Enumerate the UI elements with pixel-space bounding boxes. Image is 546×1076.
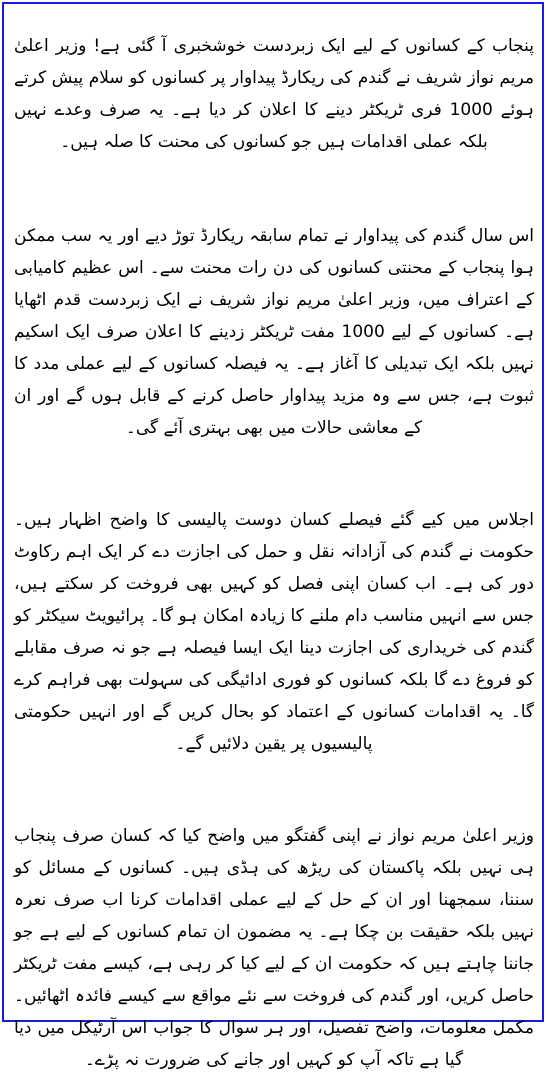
article-body bbox=[14, 30, 534, 1076]
paragraph-4: وزیر اعلیٰ مریم نواز نے اپنی گفتگو میں واضح کیا کہ کسان صرف پنجاب ہی نہیں بلکہ پاکستان کی ریڑھ کی ہڈی ہیں۔ کسانوں کے مسائل کو سننا، سمجھنا اور ان کے حل کے لیے عملی اقدامات کرنا اب صرف نعرہ نہیں بلکہ حقیقت بن چکا ہے۔ یہ مضمون ان تمام کسانوں کے لیے ہے جو جاننا چاہتے ہیں کہ حکومت ان کے لیے کیا کر رہی ہے، کیسے مفت ٹریکٹر حاصل کریں، اور گندم کی فروخت سے نئے مواقع سے کیسے فائدہ اٹھائیں۔ مکمل معلومات، واضح تفصیل، اور ہر سوال کا جواب اس آرٹیکل میں دیا گیا ہے تاکہ آپ کو کہیں اور جانے کی ضرورت نہ پڑے۔ bbox=[14, 826, 534, 1070]
paragraph-1: پنجاب کے کسانوں کے لیے ایک زبردست خوشخبری آ گئی ہے! وزیر اعلیٰ مریم نواز شریف نے گندم کی ریکارڈ پیداوار پر کسانوں کو سلام پیش کرتے ہوئے 1000 فری ٹریکٹر دینے کا اعلان کر دیا ہے۔ یہ صرف وعدے نہیں بلکہ عملی اقدامات ہیں جو کسانوں کی محنت کا صلہ ہیں۔ bbox=[14, 36, 535, 152]
paragraph-2: اس سال گندم کی پیداوار نے تمام سابقہ ریکارڈ توڑ دیے اور یہ سب ممکن ہوا پنجاب کے محنتی کسانوں کی دن رات محنت سے۔ اس عظیم کامیابی کے اعتراف میں، وزیر اعلیٰ مریم نواز شریف نے ایک زبردست قدم اٹھایا ہے۔ کسانوں کے لیے 1000 مفت ٹریکٹر زدینے کا اعلان صرف ایک اسکیم نہیں بلکہ ایک تبدیلی کا آغاز ہے۔ یہ فیصلہ کسانوں کے لیے عملی مدد کا ثبوت ہے، جس سے وہ مزید پیداوار حاصل کرنے کے قابل ہوں گے اور ان کے معاشی حالات میں بھی بہتری آئے گی۔ bbox=[14, 226, 534, 438]
paragraph-3: اجلاس میں کیے گئے فیصلے کسان دوست پالیسی کا واضح اظہار ہیں۔ حکومت نے گندم کی آزادانہ نقل و حمل کی اجازت دے کر ایک اہم رکاوٹ دور کی ہے۔ اب کسان اپنی فصل کو کہیں بھی فروخت کر سکتے ہیں، جس سے انہیں مناسب دام ملنے کا زیادہ امکان ہو گا۔ پرائیویٹ سیکٹر کو گندم کی خریداری کی اجازت دینا ایک ایسا فیصلہ ہے جو نہ صرف مقابلے کو فروغ دے گا بلکہ کسانوں کو فوری ادائیگی کی سہولت بھی فراہم کرے گا۔ یہ اقدامات کسانوں کے اعتماد کو بحال کریں گے اور انہیں حکومتی پالیسیوں پر یقین دلائیں گے۔ bbox=[14, 510, 534, 754]
